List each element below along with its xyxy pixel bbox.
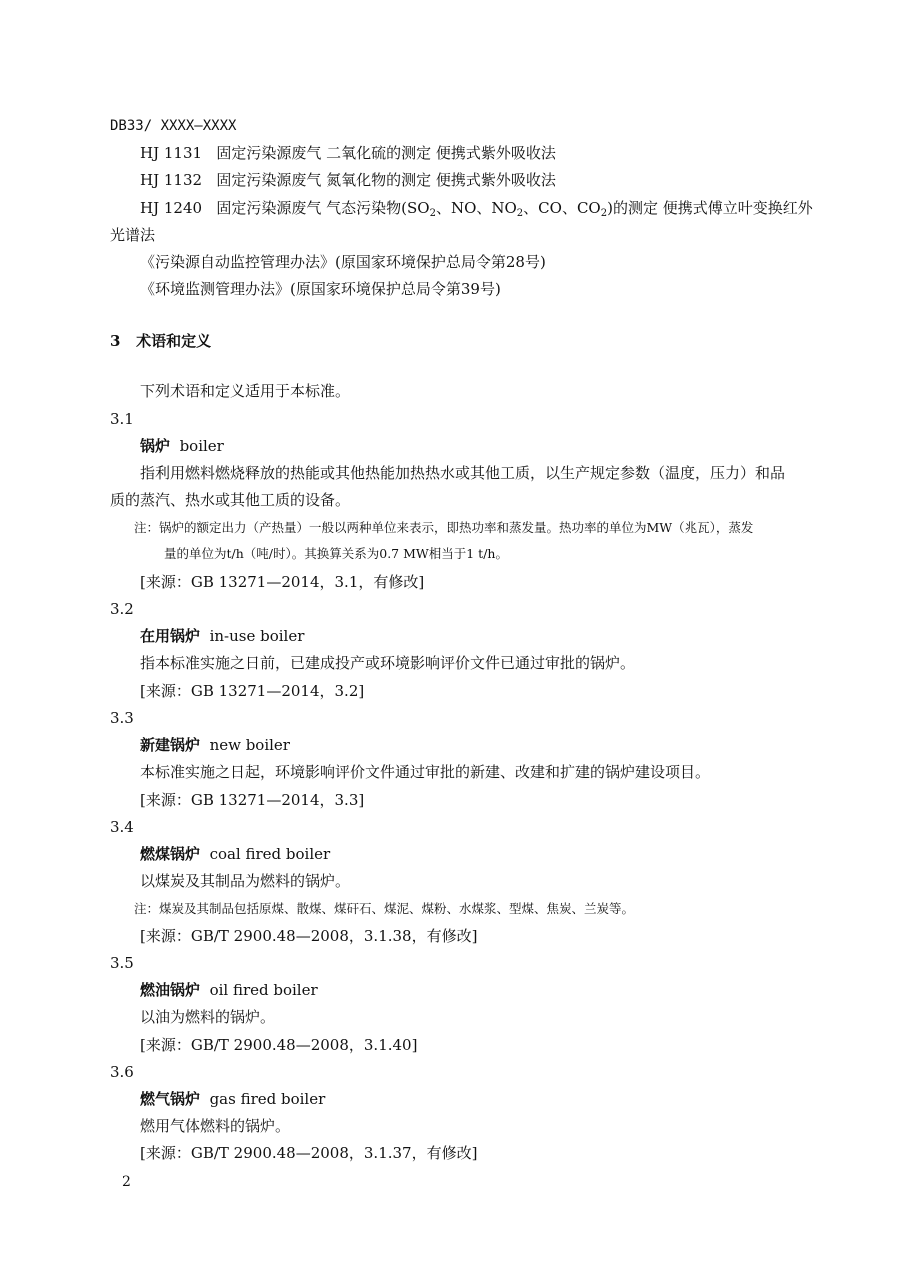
section-intro: 下列术语和定义适用于本标准。 bbox=[140, 382, 351, 400]
subscript: 2 bbox=[516, 208, 524, 219]
reference-item bbox=[140, 170, 556, 190]
term-en: boiler bbox=[179, 437, 224, 455]
section-number: 3 bbox=[110, 332, 121, 350]
term-source: [来源：GB 13271—2014，3.3] bbox=[140, 791, 365, 809]
term-title bbox=[140, 626, 304, 646]
term-number: 3.1 bbox=[110, 410, 134, 428]
reference-title-part: 、NO、NO bbox=[435, 199, 517, 217]
reference-item bbox=[140, 143, 556, 163]
term-definition: 以煤炭及其制品为燃料的锅炉。 bbox=[140, 872, 351, 890]
term-title bbox=[140, 1089, 325, 1109]
reference-title-part: 固定污染源废气 气态污染物(SO bbox=[216, 199, 430, 217]
term-number: 3.3 bbox=[110, 709, 134, 727]
term-definition-continuation: 质的蒸汽、热水或其他工质的设备。 bbox=[110, 491, 351, 509]
term-note: 注：锅炉的额定出力（产热量）一般以两种单位来表示，即热功率和蒸发量。热功率的单位为MW（兆瓦），蒸发 bbox=[134, 520, 754, 535]
term-en: new boiler bbox=[209, 736, 290, 754]
reference-code: HJ 1240 bbox=[140, 199, 203, 217]
section-heading bbox=[110, 331, 211, 351]
term-zh: 燃气锅炉 bbox=[140, 1090, 201, 1108]
page-number: 2 bbox=[122, 1174, 131, 1190]
document-code: DB33/ XXXX—XXXX bbox=[110, 118, 237, 134]
term-definition: 燃用气体燃料的锅炉。 bbox=[140, 1117, 291, 1135]
term-definition: 指利用燃料燃烧释放的热能或其他热能加热热水或其他工质，以生产规定参数（温度，压力）和品 bbox=[140, 464, 786, 482]
reference-regulation: 《环境监测管理办法》(原国家环境保护总局令第39号) bbox=[140, 280, 501, 298]
term-title bbox=[140, 735, 290, 755]
term-en: gas fired boiler bbox=[209, 1090, 326, 1108]
term-zh: 锅炉 bbox=[140, 437, 171, 455]
term-source: [来源：GB/T 2900.48—2008，3.1.40] bbox=[140, 1036, 418, 1054]
reference-title-part: )的测定 便携式傅立叶变换红外 bbox=[607, 199, 813, 217]
term-note: 注：煤炭及其制品包括原煤、散煤、煤矸石、煤泥、煤粉、水煤浆、型煤、焦炭、兰炭等。 bbox=[134, 901, 635, 916]
term-en: coal fired boiler bbox=[209, 845, 331, 863]
term-source: [来源：GB/T 2900.48—2008，3.1.38，有修改] bbox=[140, 927, 478, 945]
term-note-continuation: 量的单位为t/h（吨/时）。其换算关系为0.7 MW相当于1 t/h。 bbox=[164, 546, 508, 561]
term-en: in-use boiler bbox=[209, 627, 305, 645]
term-number: 3.4 bbox=[110, 818, 134, 836]
term-zh: 燃煤锅炉 bbox=[140, 845, 201, 863]
reference-title-continuation: 光谱法 bbox=[110, 226, 156, 244]
term-source: [来源：GB 13271—2014，3.2] bbox=[140, 682, 365, 700]
subscript: 2 bbox=[429, 208, 436, 219]
term-definition: 以油为燃料的锅炉。 bbox=[140, 1008, 276, 1026]
subscript: 2 bbox=[600, 208, 608, 219]
term-number: 3.2 bbox=[110, 600, 134, 618]
term-zh: 燃油锅炉 bbox=[140, 981, 201, 999]
term-title bbox=[140, 980, 318, 1000]
term-source: [来源：GB/T 2900.48—2008，3.1.37，有修改] bbox=[140, 1144, 478, 1162]
term-number: 3.5 bbox=[110, 954, 134, 972]
term-source: [来源：GB 13271—2014，3.1，有修改] bbox=[140, 573, 425, 591]
reference-code: HJ 1131 bbox=[140, 144, 203, 162]
term-title bbox=[140, 844, 330, 864]
reference-item bbox=[140, 198, 813, 218]
term-zh: 在用锅炉 bbox=[140, 627, 201, 645]
term-zh: 新建锅炉 bbox=[140, 736, 201, 754]
reference-code: HJ 1132 bbox=[140, 171, 203, 189]
section-title: 术语和定义 bbox=[136, 332, 212, 350]
term-title bbox=[140, 436, 224, 456]
term-definition: 本标准实施之日起，环境影响评价文件通过审批的新建、改建和扩建的锅炉建设项目。 bbox=[140, 763, 711, 781]
reference-title: 固定污染源废气 氮氧化物的测定 便携式紫外吸收法 bbox=[216, 171, 556, 189]
reference-title-part: 、CO、CO bbox=[523, 199, 601, 217]
reference-title: 固定污染源废气 二氧化硫的测定 便携式紫外吸收法 bbox=[216, 144, 556, 162]
reference-regulation: 《污染源自动监控管理办法》(原国家环境保护总局令第28号) bbox=[140, 253, 546, 271]
term-en: oil fired boiler bbox=[209, 981, 318, 999]
term-number: 3.6 bbox=[110, 1063, 134, 1081]
term-definition: 指本标准实施之日前，已建成投产或环境影响评价文件已通过审批的锅炉。 bbox=[140, 654, 636, 672]
